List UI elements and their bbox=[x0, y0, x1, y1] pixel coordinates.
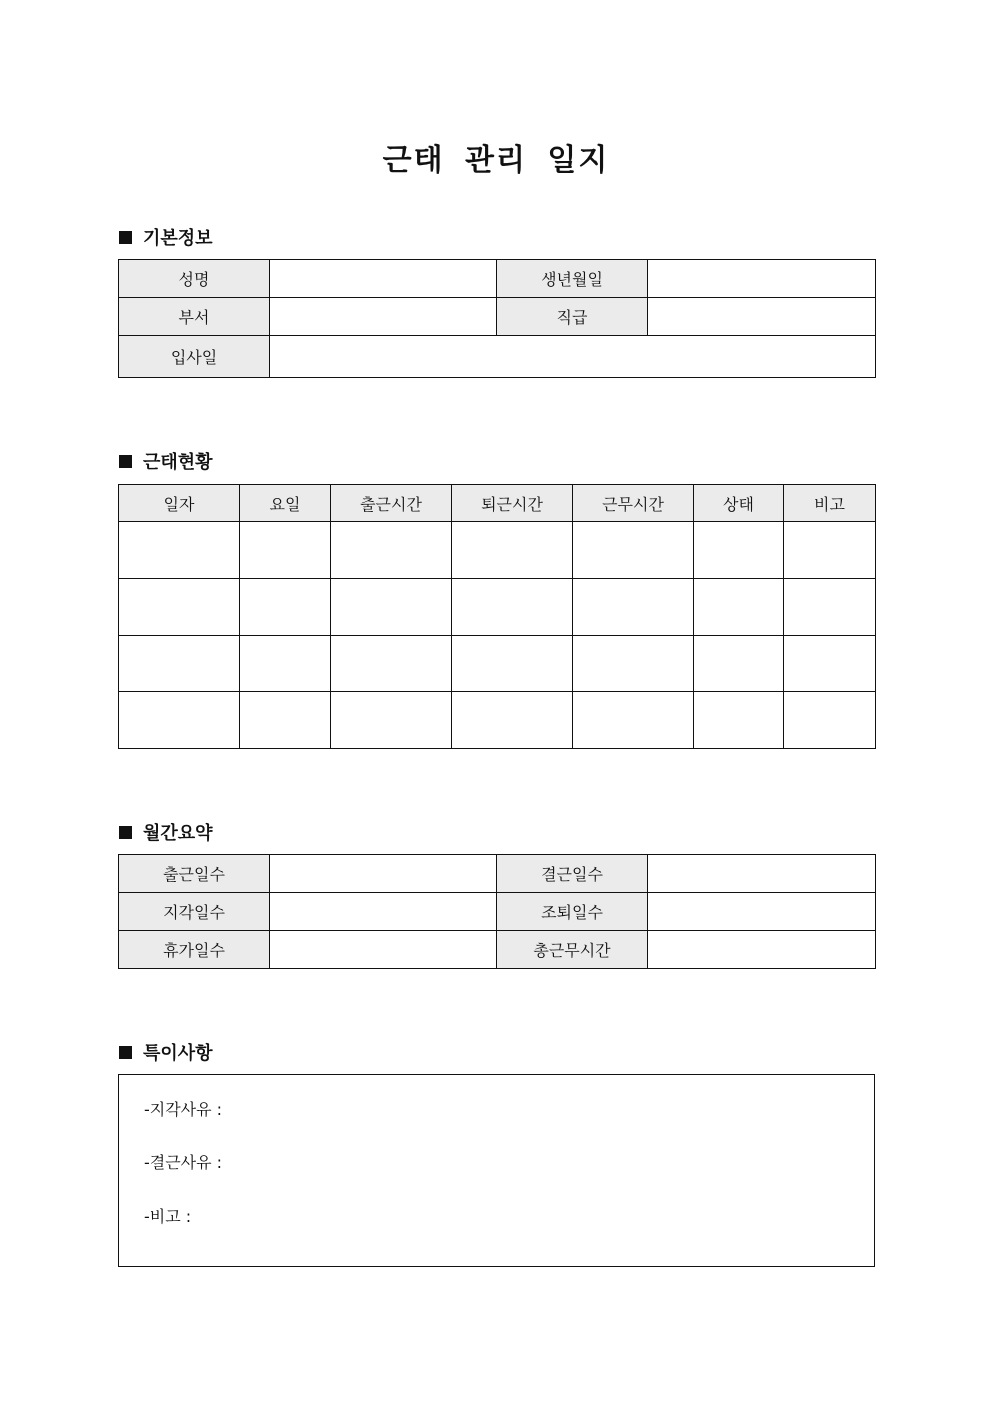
early-leave-days-field[interactable] bbox=[648, 893, 876, 931]
name-field[interactable] bbox=[270, 260, 497, 298]
cell-day[interactable] bbox=[240, 636, 331, 692]
square-bullet-icon bbox=[119, 455, 132, 468]
label-total-work-hours: 총근무시간 bbox=[497, 931, 648, 969]
section-heading-remarks bbox=[119, 1039, 213, 1065]
cell-day[interactable] bbox=[240, 579, 331, 636]
note-line: -비고 : bbox=[144, 1207, 192, 1226]
late-days-field[interactable] bbox=[270, 893, 497, 931]
column-header-clock-in: 출근시간 bbox=[331, 485, 452, 522]
monthly-summary-table bbox=[118, 854, 876, 969]
table-row bbox=[119, 692, 876, 749]
cell-day[interactable] bbox=[240, 692, 331, 749]
cell-status[interactable] bbox=[694, 579, 784, 636]
absence-days-field[interactable] bbox=[648, 855, 876, 893]
cell-status[interactable] bbox=[694, 636, 784, 692]
table-row bbox=[119, 636, 876, 692]
column-header-clock-out: 퇴근시간 bbox=[452, 485, 573, 522]
table-row bbox=[119, 522, 876, 579]
section-heading-label: 기본정보 bbox=[143, 228, 213, 249]
cell-clock-out[interactable] bbox=[452, 522, 573, 579]
column-header-day: 요일 bbox=[240, 485, 331, 522]
position-field[interactable] bbox=[648, 298, 876, 336]
square-bullet-icon bbox=[119, 1046, 132, 1059]
label-department: 부서 bbox=[119, 298, 270, 336]
cell-clock-out[interactable] bbox=[452, 692, 573, 749]
square-bullet-icon bbox=[119, 826, 132, 839]
cell-remarks[interactable] bbox=[784, 636, 876, 692]
cell-work-hours[interactable] bbox=[573, 692, 694, 749]
absence-reason-line: -결근사유 : bbox=[144, 1153, 223, 1172]
label-absence-days: 결근일수 bbox=[497, 855, 648, 893]
label-vacation-days: 휴가일수 bbox=[119, 931, 270, 969]
column-header-status: 상태 bbox=[694, 485, 784, 522]
cell-date[interactable] bbox=[119, 636, 240, 692]
column-header-work-hours: 근무시간 bbox=[573, 485, 694, 522]
attendance-days-field[interactable] bbox=[270, 855, 497, 893]
table-row bbox=[119, 855, 876, 893]
cell-date[interactable] bbox=[119, 579, 240, 636]
attendance-table bbox=[118, 484, 876, 749]
cell-clock-out[interactable] bbox=[452, 579, 573, 636]
label-position: 직급 bbox=[497, 298, 648, 336]
table-row bbox=[119, 579, 876, 636]
cell-day[interactable] bbox=[240, 522, 331, 579]
label-name: 성명 bbox=[119, 260, 270, 298]
table-header-row bbox=[119, 485, 876, 522]
cell-remarks[interactable] bbox=[784, 692, 876, 749]
cell-remarks[interactable] bbox=[784, 579, 876, 636]
label-early-leave-days: 조퇴일수 bbox=[497, 893, 648, 931]
square-bullet-icon bbox=[119, 231, 132, 244]
cell-clock-out[interactable] bbox=[452, 636, 573, 692]
vacation-days-field[interactable] bbox=[270, 931, 497, 969]
cell-clock-in[interactable] bbox=[331, 522, 452, 579]
table-row bbox=[119, 931, 876, 969]
section-heading-label: 근태현황 bbox=[143, 452, 213, 473]
cell-date[interactable] bbox=[119, 692, 240, 749]
table-row bbox=[119, 893, 876, 931]
table-row bbox=[119, 260, 876, 298]
section-heading-attendance bbox=[119, 448, 213, 474]
cell-clock-in[interactable] bbox=[331, 692, 452, 749]
column-header-remarks: 비고 bbox=[784, 485, 876, 522]
cell-clock-in[interactable] bbox=[331, 579, 452, 636]
cell-work-hours[interactable] bbox=[573, 579, 694, 636]
column-header-date: 일자 bbox=[119, 485, 240, 522]
table-row bbox=[119, 298, 876, 336]
cell-status[interactable] bbox=[694, 522, 784, 579]
basic-info-table bbox=[118, 259, 876, 378]
document-title: 근태 관리 일지 bbox=[382, 143, 610, 178]
label-hire-date: 입사일 bbox=[119, 336, 270, 378]
late-reason-line: -지각사유 : bbox=[144, 1100, 223, 1119]
label-birthdate: 생년월일 bbox=[497, 260, 648, 298]
label-attendance-days: 출근일수 bbox=[119, 855, 270, 893]
birthdate-field[interactable] bbox=[648, 260, 876, 298]
cell-remarks[interactable] bbox=[784, 522, 876, 579]
remarks-box[interactable] bbox=[118, 1074, 875, 1267]
cell-clock-in[interactable] bbox=[331, 636, 452, 692]
table-row bbox=[119, 336, 876, 378]
cell-work-hours[interactable] bbox=[573, 522, 694, 579]
section-heading-label: 특이사항 bbox=[143, 1043, 213, 1064]
section-heading-basic-info bbox=[119, 224, 213, 250]
department-field[interactable] bbox=[270, 298, 497, 336]
section-heading-label: 월간요약 bbox=[143, 823, 213, 844]
cell-work-hours[interactable] bbox=[573, 636, 694, 692]
cell-date[interactable] bbox=[119, 522, 240, 579]
cell-status[interactable] bbox=[694, 692, 784, 749]
section-heading-monthly-summary bbox=[119, 819, 213, 845]
total-work-hours-field[interactable] bbox=[648, 931, 876, 969]
label-late-days: 지각일수 bbox=[119, 893, 270, 931]
hire-date-field[interactable] bbox=[270, 336, 876, 378]
